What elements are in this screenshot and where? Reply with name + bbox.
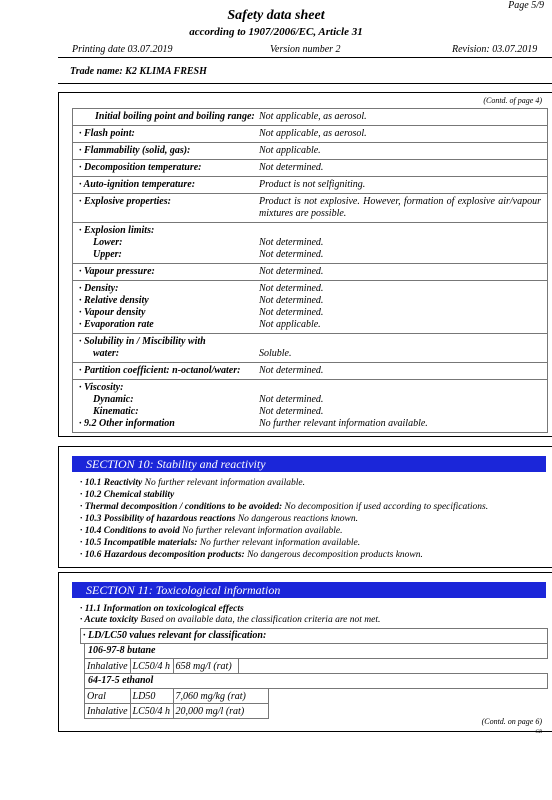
- route-cell: Inhalative: [85, 659, 131, 674]
- lower-label: Lower:: [93, 237, 123, 248]
- table-row: [85, 704, 269, 719]
- header-divider: [58, 57, 552, 58]
- boiling-point-row: [72, 108, 548, 126]
- vapour-density-value: Not determined.: [259, 307, 324, 318]
- autoignition-value: Product is not selfigniting.: [259, 179, 366, 190]
- trade-name: Trade name: K2 KLIMA FRESH: [70, 66, 207, 77]
- upper-label: Upper:: [93, 249, 122, 260]
- s10-thermal-decomposition: · Thermal decomposition / conditions to be avoided: No decomposition if used according to specifications.: [80, 502, 489, 512]
- decomposition-value: Not determined.: [259, 162, 324, 173]
- s10-conditions-to-avoid: · 10.4 Conditions to avoid No further relevant information available.: [80, 526, 343, 536]
- kinematic-label: Kinematic:: [93, 406, 139, 417]
- decomposition-row: [72, 159, 548, 177]
- s10-hazardous-decomposition: · 10.6 Hazardous decomposition products: No dangerous decomposition products known.: [80, 550, 423, 560]
- upper-value: Not determined.: [259, 249, 324, 260]
- partition-label: · Partition coefficient: n-octanol/water:: [79, 365, 241, 376]
- other-info-label: · 9.2 Other information: [79, 418, 175, 429]
- explosive-value: Product is not explosive. However, formation of explosive air/vapour mixtures are possible.: [259, 196, 541, 219]
- s10-hazardous-reactions: · 10.3 Possibility of hazardous reactions No dangerous reactions known.: [80, 514, 358, 524]
- country-code: GB: [535, 730, 542, 735]
- relative-density-value: Not determined.: [259, 295, 324, 306]
- vapour-pressure-label: · Vapour pressure:: [79, 266, 155, 277]
- evaporation-label: · Evaporation rate: [79, 319, 154, 330]
- dynamic-label: Dynamic:: [93, 394, 134, 405]
- printing-date: Printing date 03.07.2019: [72, 44, 173, 55]
- flammability-row: [72, 142, 548, 160]
- explosive-label: · Explosive properties:: [79, 196, 171, 207]
- flash-point-row: [72, 125, 548, 143]
- explosion-limits-label: · Explosion limits:: [79, 225, 155, 236]
- density-value: Not determined.: [259, 283, 324, 294]
- page-number: Page 5/9: [508, 0, 544, 11]
- explosive-row: [72, 193, 548, 223]
- route-cell: Inhalative: [85, 704, 131, 719]
- vapour-pressure-value: Not determined.: [259, 266, 324, 277]
- vapour-density-label: · Vapour density: [79, 307, 146, 318]
- butane-header: [84, 643, 548, 659]
- contd-on-page: (Contd. on page 6): [481, 717, 542, 726]
- table-row: [85, 689, 269, 704]
- type-cell: LC50/4 h: [130, 704, 173, 719]
- value-cell: 20,000 mg/l (rat): [173, 704, 268, 719]
- section10-title: SECTION 10: Stability and reactivity: [72, 456, 546, 472]
- flammability-label: · Flammability (solid, gas):: [79, 145, 191, 156]
- s10-incompatible-materials: · 10.5 Incompatible materials: No further relevant information available.: [80, 538, 361, 548]
- autoignition-label: · Auto-ignition temperature:: [79, 179, 196, 190]
- route-cell: Oral: [85, 689, 131, 704]
- s10-chemical-stability: · 10.2 Chemical stability: [80, 490, 175, 500]
- contd-of-page: (Contd. of page 4): [483, 96, 542, 105]
- partition-value: Not determined.: [259, 365, 324, 376]
- decomposition-label: · Decomposition temperature:: [79, 162, 202, 173]
- autoignition-row: [72, 176, 548, 194]
- solubility-label: · Solubility in / Miscibility with: [79, 336, 206, 347]
- boiling-value: Not applicable, as aerosol.: [259, 111, 367, 122]
- s11-info-heading: · 11.1 Information on toxicological effects: [80, 604, 244, 614]
- kinematic-value: Not determined.: [259, 406, 324, 417]
- solubility-value: Soluble.: [259, 348, 292, 359]
- s10-reactivity: · 10.1 Reactivity No further relevant information available.: [80, 478, 305, 488]
- table-row: [85, 659, 239, 674]
- document-title: Safety data sheet: [227, 8, 325, 23]
- value-cell: 658 mg/l (rat): [173, 659, 238, 674]
- trade-divider: [58, 83, 552, 84]
- butane-table: [84, 658, 239, 674]
- flash-value: Not applicable, as aerosol.: [259, 128, 367, 139]
- relative-density-label: · Relative density: [79, 295, 149, 306]
- ld-header-row: [80, 628, 548, 644]
- partition-row: [72, 362, 548, 380]
- viscosity-row: [72, 379, 548, 433]
- flammability-value: Not applicable.: [259, 145, 321, 156]
- version-number: Version number 2: [270, 44, 341, 55]
- ethanol-header: [84, 673, 548, 689]
- solubility-row: [72, 333, 548, 363]
- dynamic-value: Not determined.: [259, 394, 324, 405]
- type-cell: LD50: [130, 689, 173, 704]
- viscosity-label: · Viscosity:: [79, 382, 124, 393]
- section11-title: SECTION 11: Toxicological information: [72, 582, 546, 598]
- type-cell: LC50/4 h: [130, 659, 173, 674]
- ethanol-table: [84, 688, 269, 719]
- other-info-value: No further relevant information available.: [259, 418, 428, 429]
- evaporation-value: Not applicable.: [259, 319, 321, 330]
- density-label: · Density:: [79, 283, 119, 294]
- s11-acute-toxicity: · Acute toxicity Based on available data, the classification criteria are not met.: [80, 615, 381, 625]
- explosion-limits-row: [72, 222, 548, 264]
- value-cell: 7,060 mg/kg (rat): [173, 689, 268, 704]
- vapour-pressure-row: [72, 263, 548, 281]
- density-row: [72, 280, 548, 334]
- lower-value: Not determined.: [259, 237, 324, 248]
- butane-name: 106-97-8 butane: [88, 645, 156, 656]
- revision-date: Revision: 03.07.2019: [452, 44, 538, 55]
- water-label: water:: [93, 348, 120, 359]
- ld-header-label: · LD/LC50 values relevant for classification:: [83, 630, 267, 641]
- ethanol-name: 64-17-5 ethanol: [88, 675, 154, 686]
- boiling-label: Initial boiling point and boiling range:: [95, 111, 255, 122]
- document-subtitle: according to 1907/2006/EC, Article 31: [189, 26, 363, 38]
- flash-label: · Flash point:: [79, 128, 135, 139]
